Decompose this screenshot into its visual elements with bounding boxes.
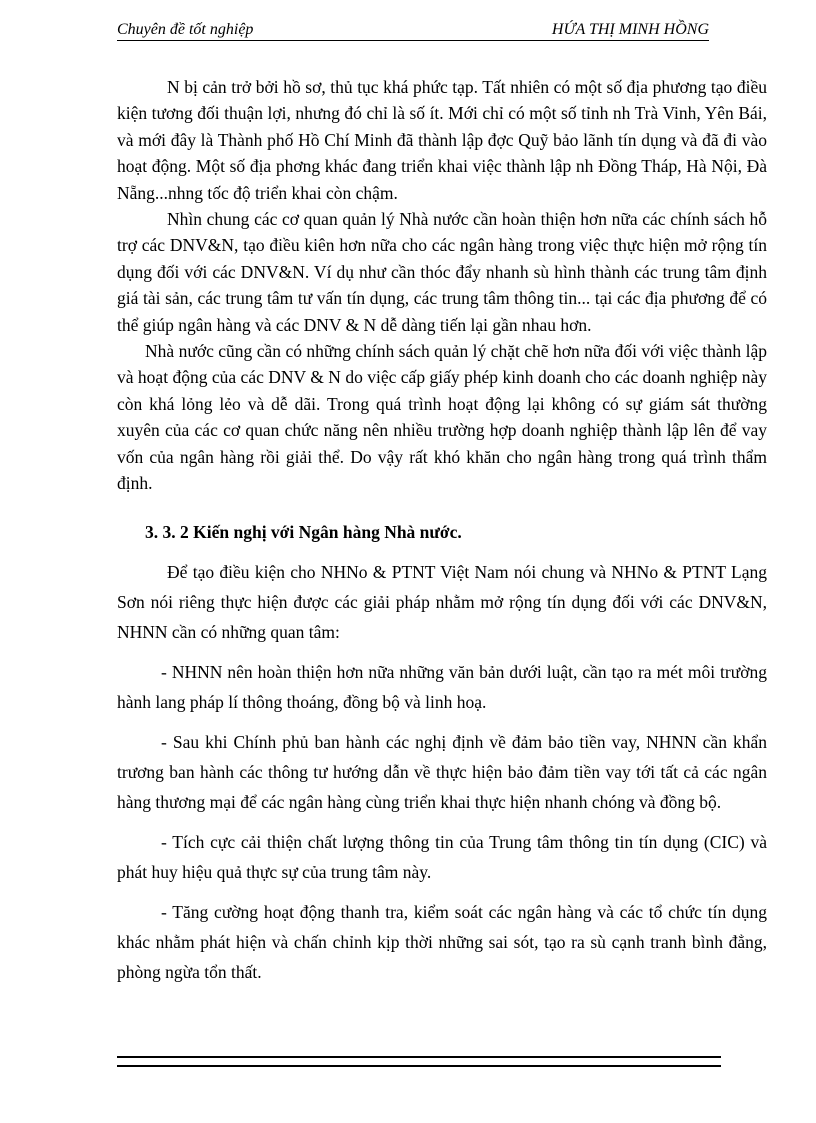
header-author-name: HỨA THỊ MINH HỒNG — [551, 21, 709, 38]
document-body — [117, 74, 767, 987]
footer-double-rule — [117, 1056, 721, 1067]
bullet-item-3: - Tích cực cải thiện chất lượng thông tin của Trung tâm thông tin tín dụng (CIC) và phát huy hiệu quả thực sự của trung tâm này. — [117, 831, 767, 882]
bullet-item-2: - Sau khi Chính phủ ban hành các nghị định về đảm bảo tiền vay, NHNN cần khẩn trương ban hành các thông tư hướng dẫn về thực hiện bảo đảm tiền vay tới tất cả các ngân hàng thương mại để các ngân hàng cùng triển khai thực hiện nhanh chóng và đồng bộ. — [117, 731, 767, 812]
header-document-title: Chuyên đề tốt nghiệp — [117, 21, 254, 38]
paragraph-3: Nhà nước cũng cần có những chính sách quản lý chặt chẽ hơn nữa đối với việc thành lập và hoạt động của các DNV & N do việc cấp giấy phép kinh doanh cho các doanh nghiệp này còn khá lỏng lẻo và dễ dãi. Trong quá trình hoạt động lại không có sự giám sát thường xuyên của các cơ quan chức năng nên nhiều trường hợp doanh nghiệp thành lập lên để vay vốn của ngân hàng rồi giải thể. Do vậy rất khó khăn cho ngân hàng trong quá trình thẩm định. — [117, 341, 767, 494]
bullet-item-1: - NHNN nên hoàn thiện hơn nữa những văn bản dưới luật, cần tạo ra mét môi trường hành lang pháp lí thông thoáng, đồng bộ và linh hoạ. — [117, 661, 767, 712]
paragraph-2: Nhìn chung các cơ quan quản lý Nhà nước cần hoàn thiện hơn nữa các chính sách hỗ trợ các DNV&N, tạo điều kiên hơn nữa cho các ngân hàng trong việc thực hiện mở rộng tín dụng đối với các DNV&N. Ví dụ như cần thóc đẩy nhanh sù hình thành các trung tâm định giá tài sản, các trung tâm tư vấn tín dụng, các trung tâm thông tin... tại các địa phương để có thể giúp ngân hàng và các DNV & N dễ dàng tiến lại gần nhau hơn. — [117, 209, 767, 335]
section-heading: 3. 3. 2 Kiến nghị với Ngân hàng Nhà nước. — [145, 521, 462, 542]
paragraph-1: N bị cản trở bởi hồ sơ, thủ tục khá phức tạp. Tất nhiên có một số địa phương tạo điều kiện tương đối thuận lợi, nhưng đó chỉ là số ít. Mới chỉ có một số tỉnh nh Trà Vinh, Yên Bái, và mới đây là Thành phố Hồ Chí Minh đã thành lập đợc Quỹ bảo lãnh tín dụng và đã đi vào hoạt động. Một số địa phơng khác đang triển khai việc thành lập nh Đồng Tháp, Hà Nội, Đà Nẵng...nhng tốc độ triển khai còn chậm. — [117, 77, 767, 203]
bullet-item-4: - Tăng cường hoạt động thanh tra, kiểm soát các ngân hàng và các tổ chức tín dụng khác nhằm phát hiện và chấn chỉnh kịp thời những sai sót, tạo ra sù cạnh tranh bình đẳng, phòng ngừa tổn thất. — [117, 901, 767, 982]
page-header — [117, 20, 709, 41]
paragraph-4: Để tạo điều kiện cho NHNo & PTNT Việt Nam nói chung và NHNo & PTNT Lạng Sơn nói riêng thực hiện được các giải pháp nhằm mở rộng tín dụng đối với các DNV&N, NHNN cần có những quan tâm: — [117, 561, 767, 642]
